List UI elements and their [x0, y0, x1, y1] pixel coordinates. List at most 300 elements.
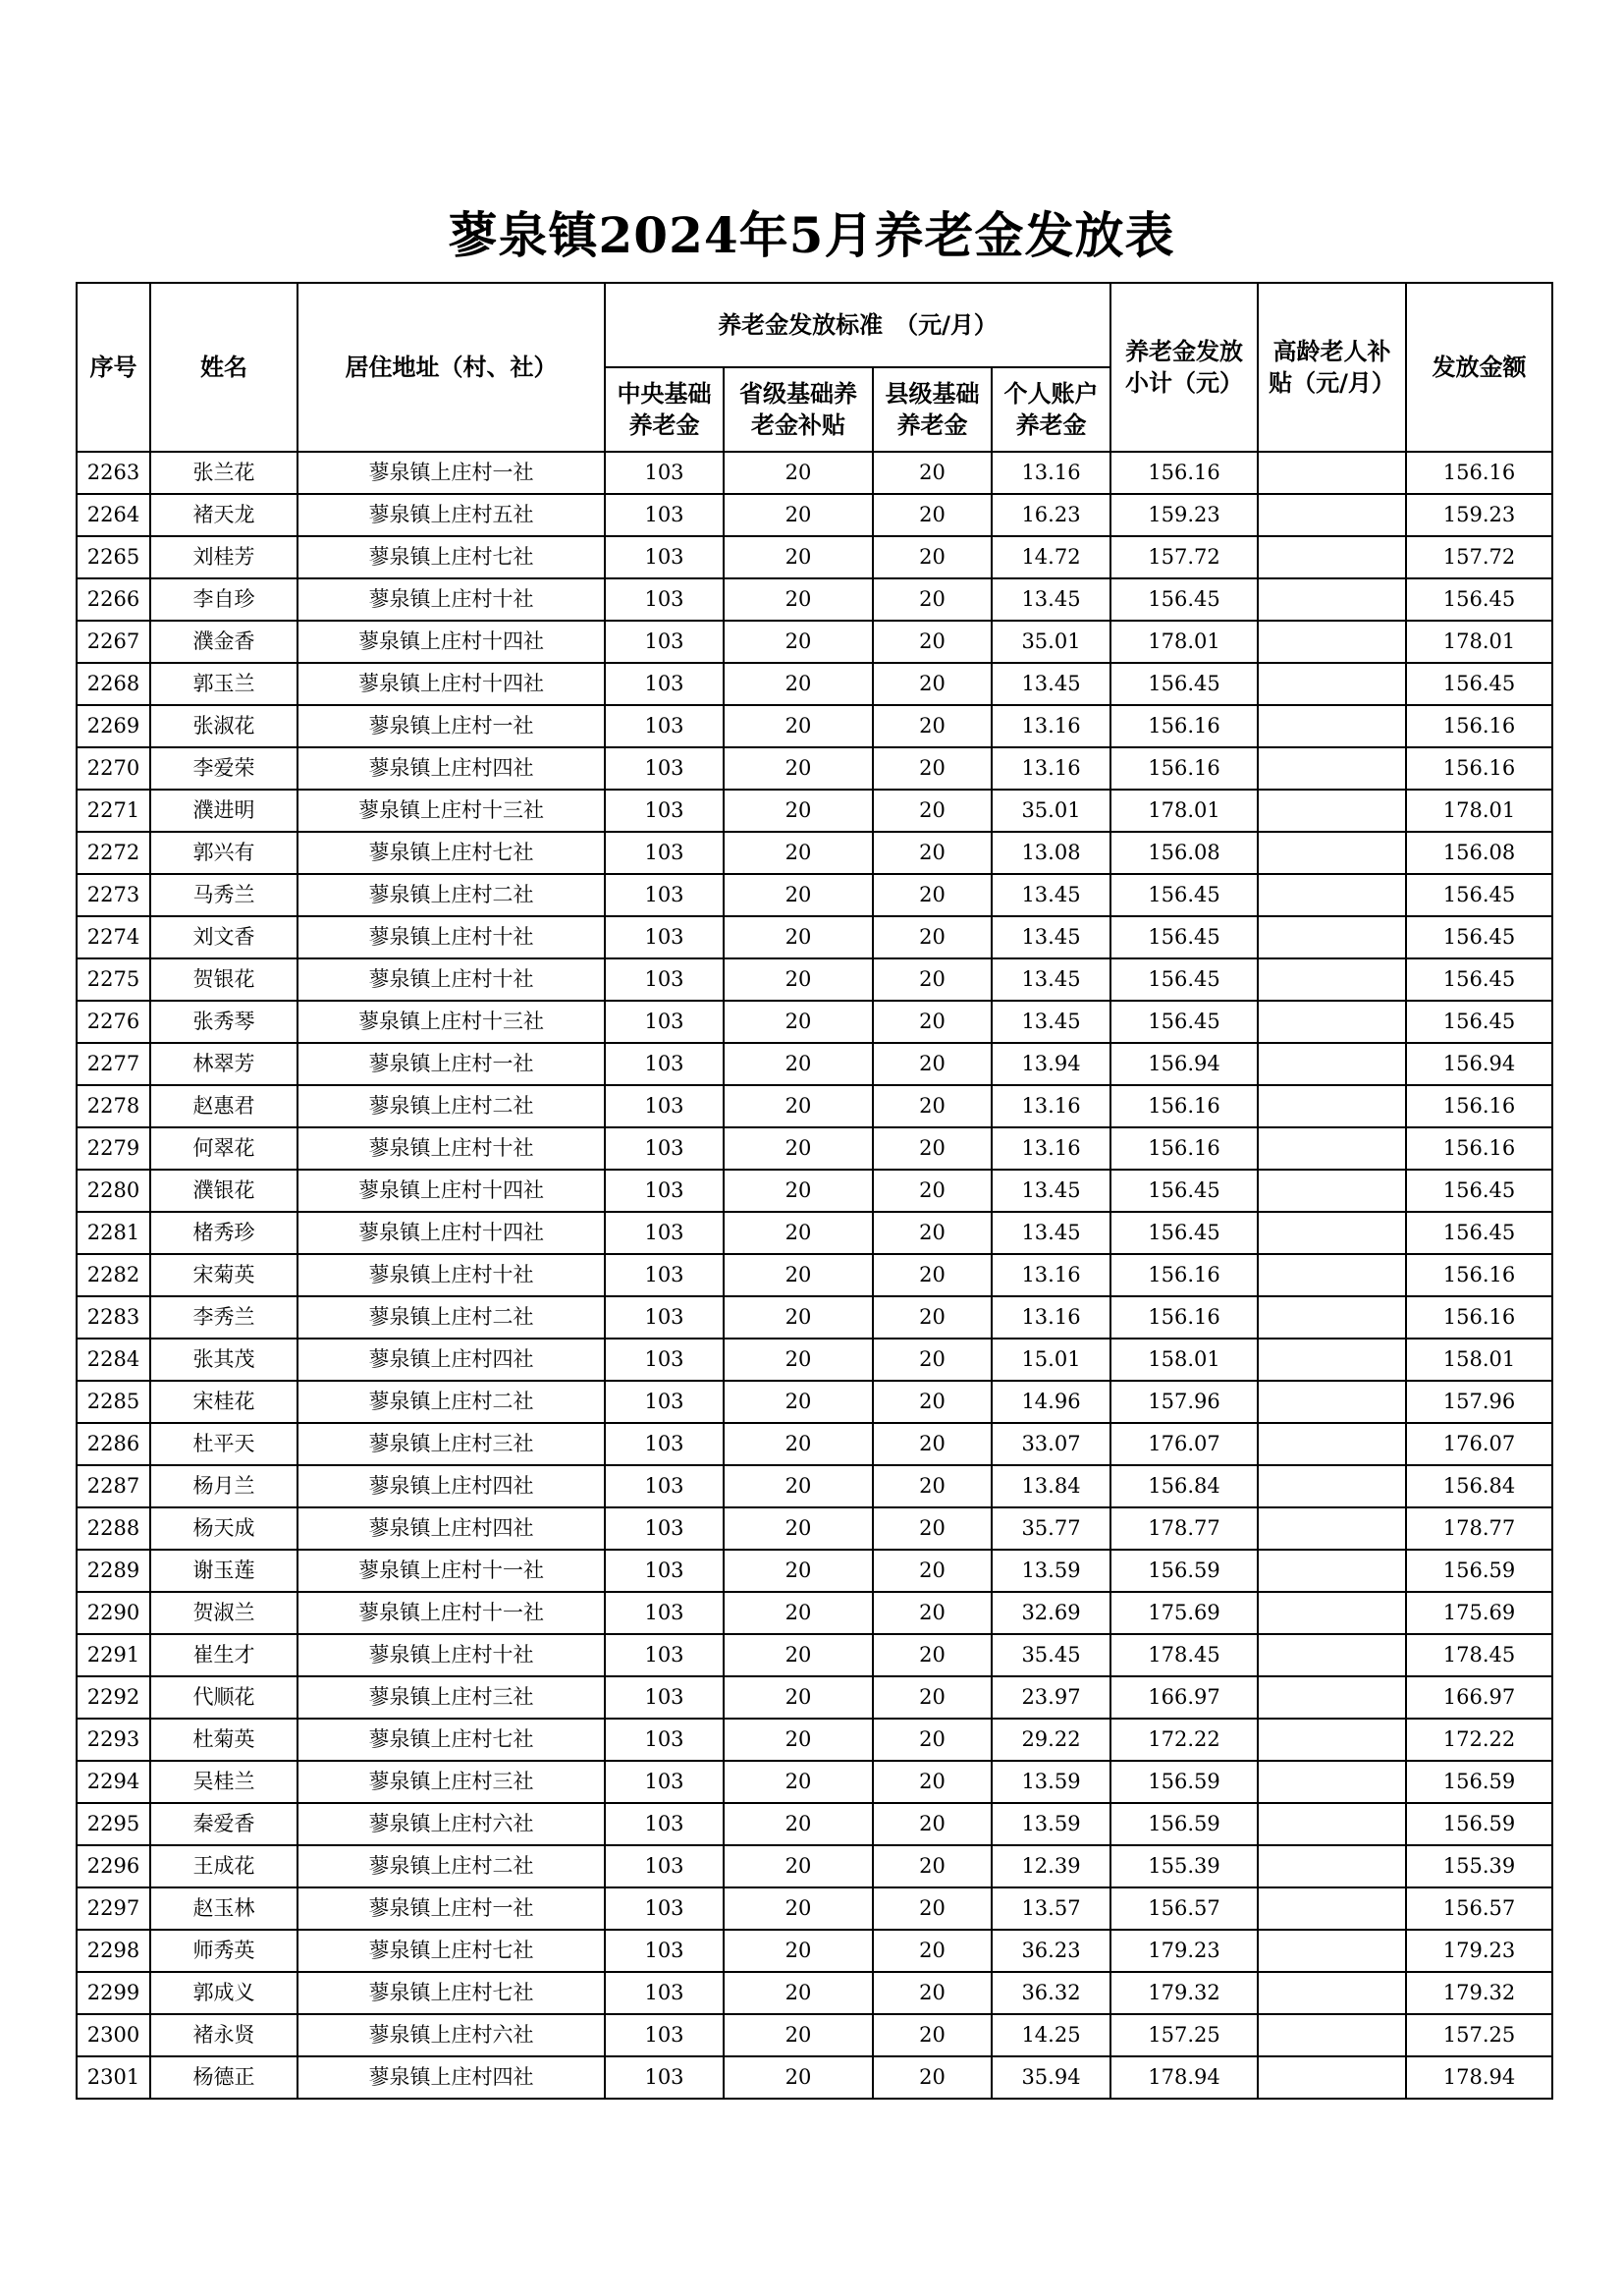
cell-personal: 13.16: [992, 747, 1110, 790]
cell-central: 103: [605, 1001, 724, 1043]
cell-amount: 157.96: [1406, 1381, 1552, 1423]
cell-subtotal: 156.16: [1110, 452, 1258, 494]
cell-seq: 2269: [77, 705, 150, 747]
cell-subtotal: 156.94: [1110, 1043, 1258, 1085]
cell-personal: 32.69: [992, 1592, 1110, 1634]
cell-elderly: [1258, 452, 1406, 494]
cell-address: 蓼泉镇上庄村四社: [298, 747, 605, 790]
cell-address: 蓼泉镇上庄村三社: [298, 1423, 605, 1465]
cell-subtotal: 156.45: [1110, 916, 1258, 958]
table-row: [77, 1001, 1552, 1043]
cell-personal: 13.94: [992, 1043, 1110, 1085]
cell-name: 刘桂芳: [150, 536, 298, 578]
cell-name: 宋菊英: [150, 1254, 298, 1296]
cell-elderly: [1258, 1676, 1406, 1719]
cell-central: 103: [605, 2056, 724, 2099]
cell-provincial: 20: [724, 663, 873, 705]
cell-county: 20: [873, 1761, 992, 1803]
cell-address: 蓼泉镇上庄村十社: [298, 1127, 605, 1170]
cell-address: 蓼泉镇上庄村十三社: [298, 1001, 605, 1043]
cell-name: 郭玉兰: [150, 663, 298, 705]
cell-name: 刘文香: [150, 916, 298, 958]
table-row: [77, 452, 1552, 494]
cell-personal: 23.97: [992, 1676, 1110, 1719]
cell-provincial: 20: [724, 958, 873, 1001]
cell-seq: 2296: [77, 1845, 150, 1887]
table-row: [77, 1254, 1552, 1296]
cell-personal: 13.45: [992, 663, 1110, 705]
cell-address: 蓼泉镇上庄村六社: [298, 2014, 605, 2056]
cell-name: 宋桂花: [150, 1381, 298, 1423]
cell-address: 蓼泉镇上庄村七社: [298, 1972, 605, 2014]
cell-subtotal: 156.59: [1110, 1550, 1258, 1592]
cell-provincial: 20: [724, 1423, 873, 1465]
header-county-text: 县级基础养老金: [885, 380, 980, 439]
cell-seq: 2273: [77, 874, 150, 916]
cell-address: 蓼泉镇上庄村十社: [298, 1634, 605, 1676]
cell-amount: 156.45: [1406, 663, 1552, 705]
cell-provincial: 20: [724, 1845, 873, 1887]
cell-personal: 35.94: [992, 2056, 1110, 2099]
cell-name: 赵惠君: [150, 1085, 298, 1127]
cell-central: 103: [605, 1592, 724, 1634]
cell-elderly: [1258, 705, 1406, 747]
table-row: [77, 1296, 1552, 1339]
cell-personal: 13.45: [992, 874, 1110, 916]
cell-elderly: [1258, 1001, 1406, 1043]
cell-personal: 13.16: [992, 1254, 1110, 1296]
cell-amount: 158.01: [1406, 1339, 1552, 1381]
cell-elderly: [1258, 1085, 1406, 1127]
cell-subtotal: 178.01: [1110, 621, 1258, 663]
cell-elderly: [1258, 790, 1406, 832]
cell-subtotal: 156.16: [1110, 1254, 1258, 1296]
cell-personal: 29.22: [992, 1719, 1110, 1761]
cell-elderly: [1258, 1254, 1406, 1296]
cell-elderly: [1258, 1381, 1406, 1423]
cell-amount: 156.45: [1406, 958, 1552, 1001]
header-standard-group: 养老金发放标准 （元/月）: [605, 283, 1110, 367]
cell-central: 103: [605, 1507, 724, 1550]
cell-elderly: [1258, 578, 1406, 621]
cell-county: 20: [873, 1170, 992, 1212]
cell-seq: 2279: [77, 1127, 150, 1170]
cell-provincial: 20: [724, 832, 873, 874]
cell-name: 谢玉莲: [150, 1550, 298, 1592]
cell-amount: 175.69: [1406, 1592, 1552, 1634]
cell-personal: 13.84: [992, 1465, 1110, 1507]
cell-central: 103: [605, 874, 724, 916]
cell-amount: 159.23: [1406, 494, 1552, 536]
cell-subtotal: 156.59: [1110, 1803, 1258, 1845]
cell-elderly: [1258, 1127, 1406, 1170]
cell-central: 103: [605, 1085, 724, 1127]
cell-amount: 156.59: [1406, 1761, 1552, 1803]
cell-personal: 13.59: [992, 1550, 1110, 1592]
table-row: [77, 705, 1552, 747]
header-central: [605, 367, 724, 452]
cell-subtotal: 156.16: [1110, 1127, 1258, 1170]
cell-seq: 2301: [77, 2056, 150, 2099]
header-subtotal-text: 养老金发放小计（元）: [1125, 338, 1244, 397]
cell-seq: 2274: [77, 916, 150, 958]
cell-provincial: 20: [724, 1930, 873, 1972]
page-title: 蓼泉镇2024年5月养老金发放表: [448, 206, 1175, 264]
table-row: [77, 1043, 1552, 1085]
cell-subtotal: 179.32: [1110, 1972, 1258, 2014]
cell-amount: 172.22: [1406, 1719, 1552, 1761]
cell-county: 20: [873, 1339, 992, 1381]
cell-personal: 13.16: [992, 1085, 1110, 1127]
cell-central: 103: [605, 1127, 724, 1170]
cell-subtotal: 166.97: [1110, 1676, 1258, 1719]
cell-county: 20: [873, 2014, 992, 2056]
cell-amount: 156.08: [1406, 832, 1552, 874]
cell-provincial: 20: [724, 1339, 873, 1381]
table-row: [77, 494, 1552, 536]
cell-central: 103: [605, 958, 724, 1001]
cell-amount: 156.45: [1406, 916, 1552, 958]
cell-central: 103: [605, 1296, 724, 1339]
header-amount: 发放金额: [1406, 283, 1552, 452]
cell-elderly: [1258, 1761, 1406, 1803]
cell-name: 代顺花: [150, 1676, 298, 1719]
cell-amount: 156.16: [1406, 1296, 1552, 1339]
cell-subtotal: 156.16: [1110, 1085, 1258, 1127]
cell-name: 褚永贤: [150, 2014, 298, 2056]
cell-central: 103: [605, 621, 724, 663]
cell-county: 20: [873, 1085, 992, 1127]
table-row: [77, 578, 1552, 621]
cell-name: 张其茂: [150, 1339, 298, 1381]
cell-amount: 156.84: [1406, 1465, 1552, 1507]
cell-amount: 179.32: [1406, 1972, 1552, 2014]
cell-central: 103: [605, 1550, 724, 1592]
cell-personal: 35.01: [992, 621, 1110, 663]
cell-central: 103: [605, 1381, 724, 1423]
cell-seq: 2270: [77, 747, 150, 790]
cell-subtotal: 172.22: [1110, 1719, 1258, 1761]
cell-elderly: [1258, 1550, 1406, 1592]
cell-amount: 155.39: [1406, 1845, 1552, 1887]
cell-address: 蓼泉镇上庄村十社: [298, 578, 605, 621]
cell-elderly: [1258, 1845, 1406, 1887]
cell-provincial: 20: [724, 705, 873, 747]
cell-central: 103: [605, 1719, 724, 1761]
cell-address: 蓼泉镇上庄村十四社: [298, 621, 605, 663]
cell-seq: 2287: [77, 1465, 150, 1507]
cell-seq: 2271: [77, 790, 150, 832]
cell-seq: 2285: [77, 1381, 150, 1423]
cell-amount: 176.07: [1406, 1423, 1552, 1465]
cell-personal: 13.59: [992, 1761, 1110, 1803]
header-elderly-subsidy-text: 高龄老人补贴（元/月）: [1269, 338, 1395, 397]
cell-subtotal: 157.96: [1110, 1381, 1258, 1423]
cell-county: 20: [873, 621, 992, 663]
cell-subtotal: 178.45: [1110, 1634, 1258, 1676]
cell-county: 20: [873, 536, 992, 578]
cell-central: 103: [605, 1676, 724, 1719]
cell-provincial: 20: [724, 747, 873, 790]
pension-table: [76, 282, 1553, 2100]
cell-central: 103: [605, 1972, 724, 2014]
cell-central: 103: [605, 1339, 724, 1381]
cell-address: 蓼泉镇上庄村四社: [298, 1339, 605, 1381]
cell-elderly: [1258, 874, 1406, 916]
cell-personal: 13.45: [992, 958, 1110, 1001]
cell-county: 20: [873, 705, 992, 747]
cell-central: 103: [605, 747, 724, 790]
cell-provincial: 20: [724, 2014, 873, 2056]
cell-address: 蓼泉镇上庄村七社: [298, 832, 605, 874]
header-county: [873, 367, 992, 452]
cell-elderly: [1258, 663, 1406, 705]
cell-name: 崔生才: [150, 1634, 298, 1676]
cell-personal: 36.32: [992, 1972, 1110, 2014]
cell-central: 103: [605, 832, 724, 874]
cell-subtotal: 156.45: [1110, 1170, 1258, 1212]
cell-provincial: 20: [724, 1170, 873, 1212]
cell-address: 蓼泉镇上庄村二社: [298, 1845, 605, 1887]
cell-elderly: [1258, 1634, 1406, 1676]
cell-personal: 13.45: [992, 1212, 1110, 1254]
cell-county: 20: [873, 1676, 992, 1719]
cell-personal: 13.45: [992, 578, 1110, 621]
cell-subtotal: 179.23: [1110, 1930, 1258, 1972]
cell-central: 103: [605, 663, 724, 705]
cell-seq: 2264: [77, 494, 150, 536]
cell-elderly: [1258, 832, 1406, 874]
cell-provincial: 20: [724, 1465, 873, 1507]
table-row: [77, 1972, 1552, 2014]
cell-seq: 2300: [77, 2014, 150, 2056]
cell-name: 杨月兰: [150, 1465, 298, 1507]
cell-name: 贺淑兰: [150, 1592, 298, 1634]
cell-personal: 14.96: [992, 1381, 1110, 1423]
cell-subtotal: 158.01: [1110, 1339, 1258, 1381]
table-row: [77, 2014, 1552, 2056]
cell-personal: 14.72: [992, 536, 1110, 578]
table-body: [77, 452, 1552, 2099]
cell-central: 103: [605, 2014, 724, 2056]
header-subtotal: [1110, 283, 1258, 452]
cell-elderly: [1258, 2056, 1406, 2099]
cell-county: 20: [873, 1592, 992, 1634]
cell-central: 103: [605, 1043, 724, 1085]
cell-name: 李秀兰: [150, 1296, 298, 1339]
cell-elderly: [1258, 1423, 1406, 1465]
cell-provincial: 20: [724, 1085, 873, 1127]
cell-address: 蓼泉镇上庄村六社: [298, 1803, 605, 1845]
cell-subtotal: 156.84: [1110, 1465, 1258, 1507]
cell-address: 蓼泉镇上庄村四社: [298, 1507, 605, 1550]
cell-provincial: 20: [724, 1550, 873, 1592]
cell-subtotal: 176.07: [1110, 1423, 1258, 1465]
cell-personal: 35.45: [992, 1634, 1110, 1676]
table-row: [77, 1127, 1552, 1170]
cell-central: 103: [605, 1465, 724, 1507]
cell-amount: 178.01: [1406, 621, 1552, 663]
cell-seq: 2278: [77, 1085, 150, 1127]
cell-name: 褚天龙: [150, 494, 298, 536]
cell-central: 103: [605, 452, 724, 494]
cell-provincial: 20: [724, 578, 873, 621]
cell-personal: 13.45: [992, 916, 1110, 958]
cell-provincial: 20: [724, 1001, 873, 1043]
table-row: [77, 1465, 1552, 1507]
cell-address: 蓼泉镇上庄村一社: [298, 452, 605, 494]
cell-personal: 13.59: [992, 1803, 1110, 1845]
cell-name: 郭成义: [150, 1972, 298, 2014]
cell-central: 103: [605, 1761, 724, 1803]
cell-county: 20: [873, 1465, 992, 1507]
cell-county: 20: [873, 1507, 992, 1550]
cell-elderly: [1258, 1972, 1406, 2014]
cell-address: 蓼泉镇上庄村七社: [298, 1930, 605, 1972]
cell-subtotal: 178.94: [1110, 2056, 1258, 2099]
cell-amount: 178.01: [1406, 790, 1552, 832]
cell-seq: 2294: [77, 1761, 150, 1803]
cell-amount: 178.77: [1406, 1507, 1552, 1550]
cell-amount: 156.45: [1406, 874, 1552, 916]
cell-subtotal: 156.45: [1110, 958, 1258, 1001]
cell-subtotal: 159.23: [1110, 494, 1258, 536]
cell-subtotal: 175.69: [1110, 1592, 1258, 1634]
cell-seq: 2290: [77, 1592, 150, 1634]
table-header: [77, 283, 1552, 452]
cell-amount: 156.45: [1406, 1170, 1552, 1212]
cell-central: 103: [605, 1887, 724, 1930]
cell-provincial: 20: [724, 1719, 873, 1761]
cell-county: 20: [873, 452, 992, 494]
cell-subtotal: 156.45: [1110, 874, 1258, 916]
header-seq: 序号: [77, 283, 150, 452]
cell-subtotal: 156.45: [1110, 663, 1258, 705]
cell-elderly: [1258, 958, 1406, 1001]
cell-central: 103: [605, 790, 724, 832]
cell-central: 103: [605, 578, 724, 621]
cell-personal: 13.08: [992, 832, 1110, 874]
cell-name: 濮银花: [150, 1170, 298, 1212]
cell-seq: 2282: [77, 1254, 150, 1296]
cell-name: 郭兴有: [150, 832, 298, 874]
cell-seq: 2291: [77, 1634, 150, 1676]
cell-subtotal: 156.16: [1110, 747, 1258, 790]
header-personal: [992, 367, 1110, 452]
cell-name: 张淑花: [150, 705, 298, 747]
cell-personal: 13.16: [992, 705, 1110, 747]
table-row: [77, 1170, 1552, 1212]
cell-name: 楮秀珍: [150, 1212, 298, 1254]
cell-subtotal: 156.45: [1110, 1001, 1258, 1043]
cell-provincial: 20: [724, 1254, 873, 1296]
cell-provincial: 20: [724, 790, 873, 832]
cell-name: 杜平天: [150, 1423, 298, 1465]
cell-address: 蓼泉镇上庄村二社: [298, 1296, 605, 1339]
cell-seq: 2286: [77, 1423, 150, 1465]
cell-provincial: 20: [724, 1212, 873, 1254]
cell-seq: 2280: [77, 1170, 150, 1212]
cell-address: 蓼泉镇上庄村七社: [298, 1719, 605, 1761]
cell-address: 蓼泉镇上庄村五社: [298, 494, 605, 536]
cell-subtotal: 157.72: [1110, 536, 1258, 578]
cell-elderly: [1258, 1507, 1406, 1550]
cell-seq: 2299: [77, 1972, 150, 2014]
cell-name: 杨德正: [150, 2056, 298, 2099]
cell-personal: 13.16: [992, 1296, 1110, 1339]
cell-county: 20: [873, 1212, 992, 1254]
cell-provincial: 20: [724, 1761, 873, 1803]
cell-county: 20: [873, 578, 992, 621]
cell-elderly: [1258, 747, 1406, 790]
cell-provincial: 20: [724, 621, 873, 663]
cell-county: 20: [873, 1803, 992, 1845]
cell-seq: 2284: [77, 1339, 150, 1381]
cell-name: 贺银花: [150, 958, 298, 1001]
table-row: [77, 663, 1552, 705]
cell-address: 蓼泉镇上庄村二社: [298, 1085, 605, 1127]
table-row: [77, 1887, 1552, 1930]
table-row: [77, 1381, 1552, 1423]
cell-county: 20: [873, 1634, 992, 1676]
cell-name: 濮金香: [150, 621, 298, 663]
cell-amount: 156.16: [1406, 1254, 1552, 1296]
table-row: [77, 1550, 1552, 1592]
table-row: [77, 1719, 1552, 1761]
cell-central: 103: [605, 1803, 724, 1845]
cell-county: 20: [873, 1043, 992, 1085]
header-provincial: [724, 367, 873, 452]
cell-county: 20: [873, 1296, 992, 1339]
cell-address: 蓼泉镇上庄村十一社: [298, 1592, 605, 1634]
cell-central: 103: [605, 1170, 724, 1212]
cell-address: 蓼泉镇上庄村十社: [298, 958, 605, 1001]
cell-name: 杨天成: [150, 1507, 298, 1550]
cell-amount: 156.57: [1406, 1887, 1552, 1930]
cell-personal: 35.01: [992, 790, 1110, 832]
cell-county: 20: [873, 1001, 992, 1043]
cell-personal: 13.45: [992, 1170, 1110, 1212]
cell-subtotal: 157.25: [1110, 2014, 1258, 2056]
cell-county: 20: [873, 1930, 992, 1972]
cell-name: 杜菊英: [150, 1719, 298, 1761]
cell-elderly: [1258, 1930, 1406, 1972]
cell-name: 濮进明: [150, 790, 298, 832]
cell-subtotal: 156.08: [1110, 832, 1258, 874]
cell-personal: 16.23: [992, 494, 1110, 536]
cell-seq: 2281: [77, 1212, 150, 1254]
table-row: [77, 916, 1552, 958]
cell-provincial: 20: [724, 1381, 873, 1423]
header-provincial-text: 省级基础养老金补贴: [739, 380, 857, 439]
table-row: [77, 1592, 1552, 1634]
table-row: [77, 747, 1552, 790]
table-row: [77, 1803, 1552, 1845]
cell-elderly: [1258, 621, 1406, 663]
cell-county: 20: [873, 1254, 992, 1296]
cell-county: 20: [873, 874, 992, 916]
cell-provincial: 20: [724, 1887, 873, 1930]
cell-name: 师秀英: [150, 1930, 298, 1972]
cell-amount: 156.45: [1406, 1001, 1552, 1043]
cell-county: 20: [873, 663, 992, 705]
cell-address: 蓼泉镇上庄村三社: [298, 1761, 605, 1803]
cell-elderly: [1258, 916, 1406, 958]
cell-amount: 156.45: [1406, 1212, 1552, 1254]
cell-county: 20: [873, 1423, 992, 1465]
header-address: 居住地址（村、社）: [298, 283, 605, 452]
cell-provincial: 20: [724, 874, 873, 916]
